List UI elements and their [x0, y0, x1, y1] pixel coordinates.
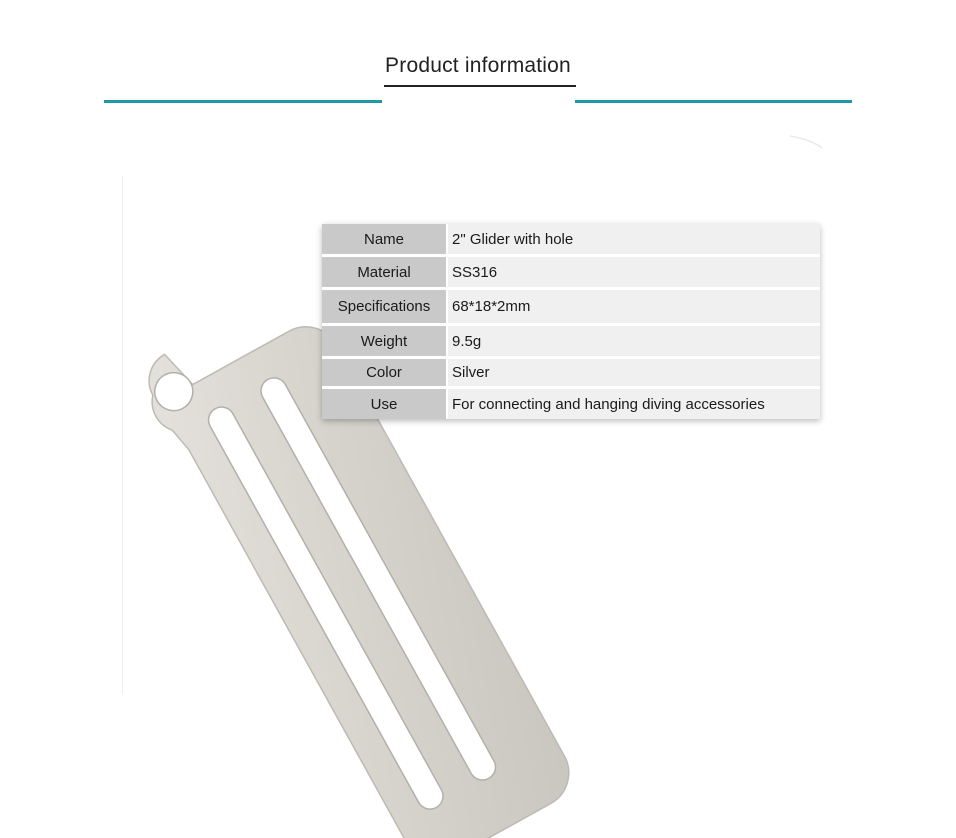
- spec-row-weight: [322, 323, 820, 356]
- spec-label: Name: [322, 224, 446, 254]
- spec-row-specifications: [322, 287, 820, 323]
- page-title: Product information: [385, 54, 571, 77]
- spec-label: Color: [322, 359, 446, 386]
- spec-row-name: [322, 224, 820, 254]
- spec-value: SS316: [446, 257, 820, 287]
- spec-label: Weight: [322, 326, 446, 356]
- photo-corner-arc: [790, 136, 822, 148]
- spec-row-color: [322, 356, 820, 386]
- spec-label: Specifications: [322, 290, 446, 323]
- spec-row-material: [322, 254, 820, 287]
- spec-value: Silver: [446, 359, 820, 386]
- spec-row-use: [322, 386, 820, 419]
- spec-label: Use: [322, 389, 446, 419]
- spec-value: 68*18*2mm: [446, 290, 820, 323]
- spec-value: 9.5g: [446, 326, 820, 356]
- spec-value: For connecting and hanging diving accessories: [446, 389, 820, 419]
- spec-value: 2" Glider with hole: [446, 224, 820, 254]
- spec-table: [322, 224, 820, 419]
- spec-label: Material: [322, 257, 446, 287]
